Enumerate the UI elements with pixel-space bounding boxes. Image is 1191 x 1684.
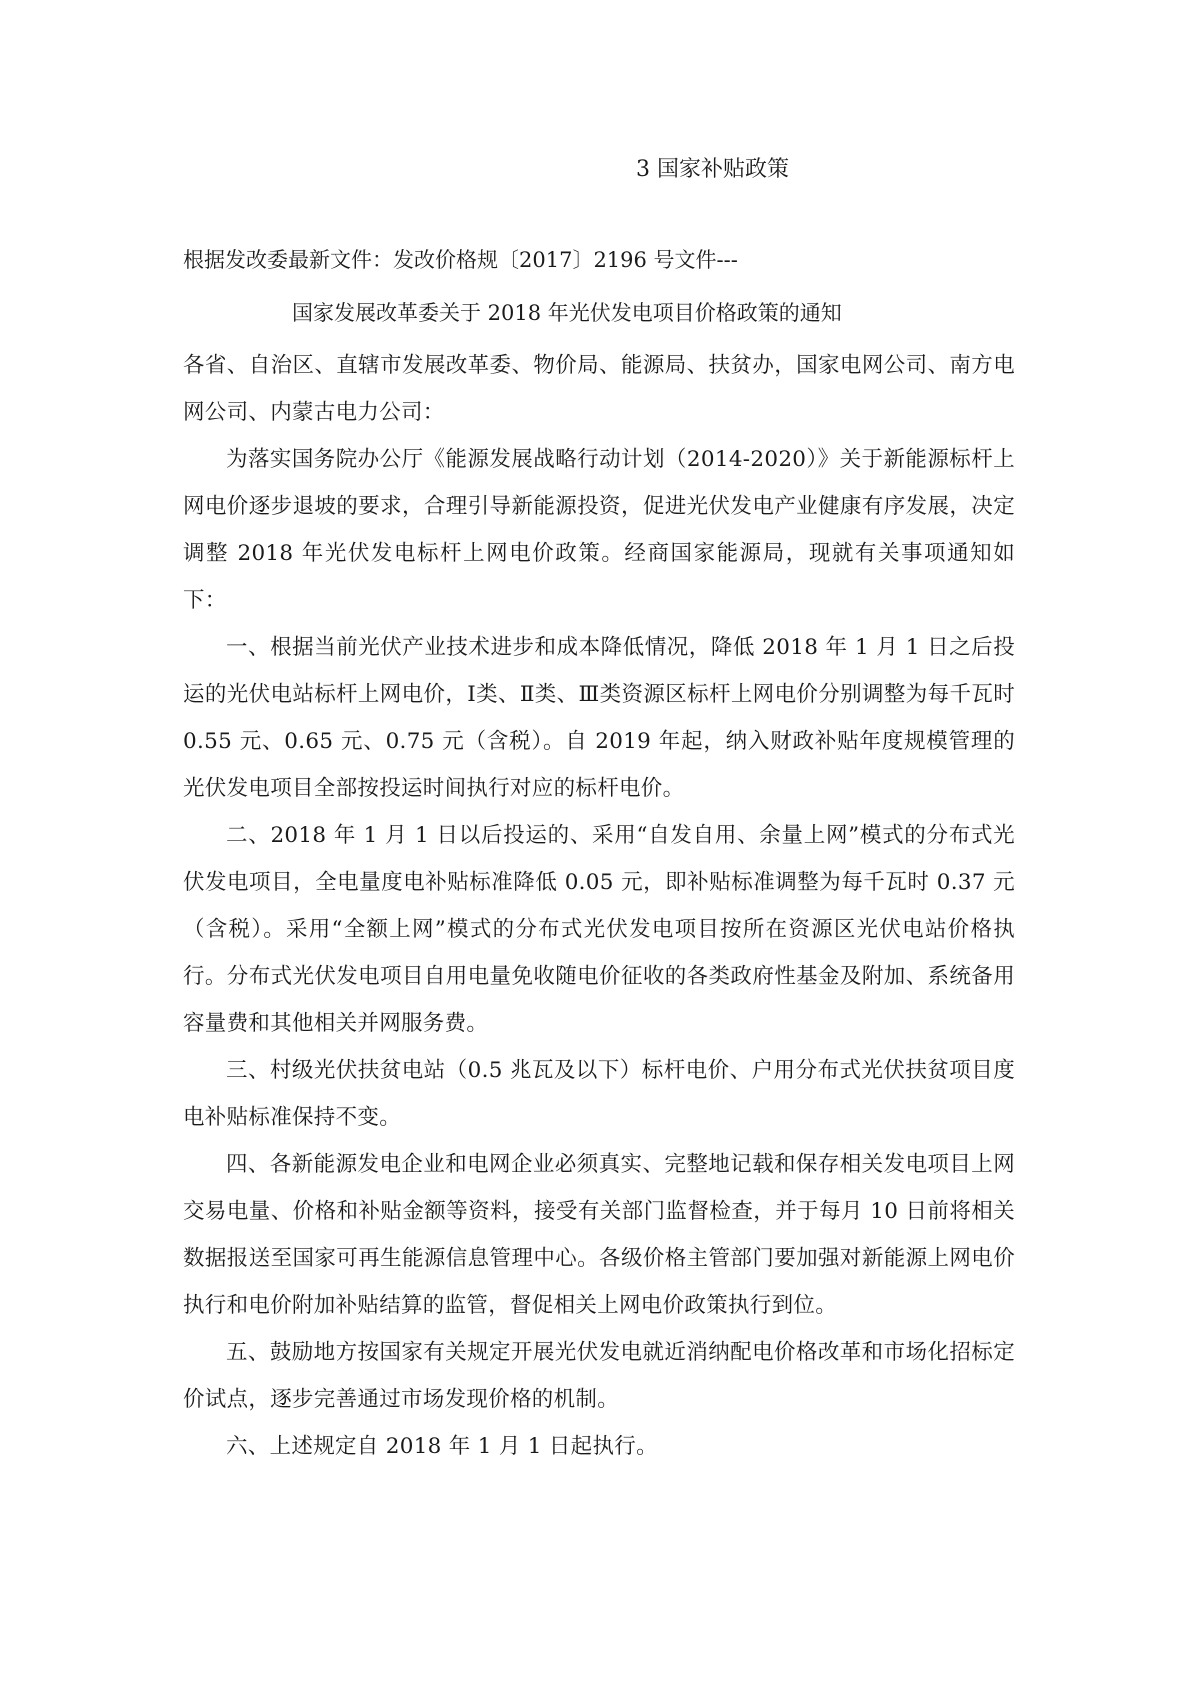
paragraph-item-3: 三、村级光伏扶贫电站（0.5 兆瓦及以下）标杆电价、户用分布式光伏扶贫项目度电补贴标准保持不变。 [183,1058,1015,1130]
paragraph-item-5: 五、鼓励地方按国家有关规定开展光伏发电就近消纳配电价格改革和市场化招标定价试点，逐步完善通过市场发现价格的机制。 [183,1340,1015,1412]
notice-body [183,342,1015,1470]
paragraph-item-1: 一、根据当前光伏产业技术进步和成本降低情况，降低 2018 年 1 月 1 日之后投运的光伏电站标杆上网电价，Ⅰ类、Ⅱ类、Ⅲ类资源区标杆上网电价分别调整为每千瓦时 0.55 元、0.65 元、0.75 元（含税）。自 2019 年起，纳入财政补贴年度规模管理的光伏发电项目全部按投运时间执行对应的标杆电价。 [183,635,1015,801]
paragraph-item-6: 六、上述规定自 2018 年 1 月 1 日起执行。 [226,1434,658,1459]
paragraph-item-2: 二、2018 年 1 月 1 日以后投运的、采用“自发自用、余量上网”模式的分布式光伏发电项目，全电量度电补贴标准降低 0.05 元，即补贴标准调整为每千瓦时 0.37 元（含税）。采用“全额上网”模式的分布式光伏发电项目按所在资源区光伏电站价格执行。分布式光伏发电项目自用电量免收随电价征收的各类政府性基金及附加、系统备用容量费和其他相关并网服务费。 [183,823,1015,1036]
paragraph-item-4: 四、各新能源发电企业和电网企业必须真实、完整地记载和保存相关发电项目上网交易电量、价格和补贴金额等资料，接受有关部门监督检查，并于每月 10 日前将相关数据报送至国家可再生能源信息管理中心。各级价格主管部门要加强对新能源上网电价执行和电价附加补贴结算的监管，督促相关上网电价政策执行到位。 [183,1152,1015,1318]
paragraph-intro: 为落实国务院办公厅《能源发展战略行动计划（2014-2020）》关于新能源标杆上网电价逐步退坡的要求，合理引导新能源投资，促进光伏发电产业健康有序发展，决定调整 2018 年光伏发电标杆上网电价政策。经商国家能源局，现就有关事项通知如下： [183,447,1015,613]
addressee: 各省、自治区、直辖市发展改革委、物价局、能源局、扶贫办，国家电网公司、南方电网公司、内蒙古电力公司： [183,353,1015,425]
section-title: 3 国家补贴政策 [636,157,789,182]
reference-line: 根据发改委最新文件：发改价格规〔2017〕2196 号文件--- [183,248,738,272]
notice-title: 国家发展改革委关于 2018 年光伏发电项目价格政策的通知 [292,301,842,325]
